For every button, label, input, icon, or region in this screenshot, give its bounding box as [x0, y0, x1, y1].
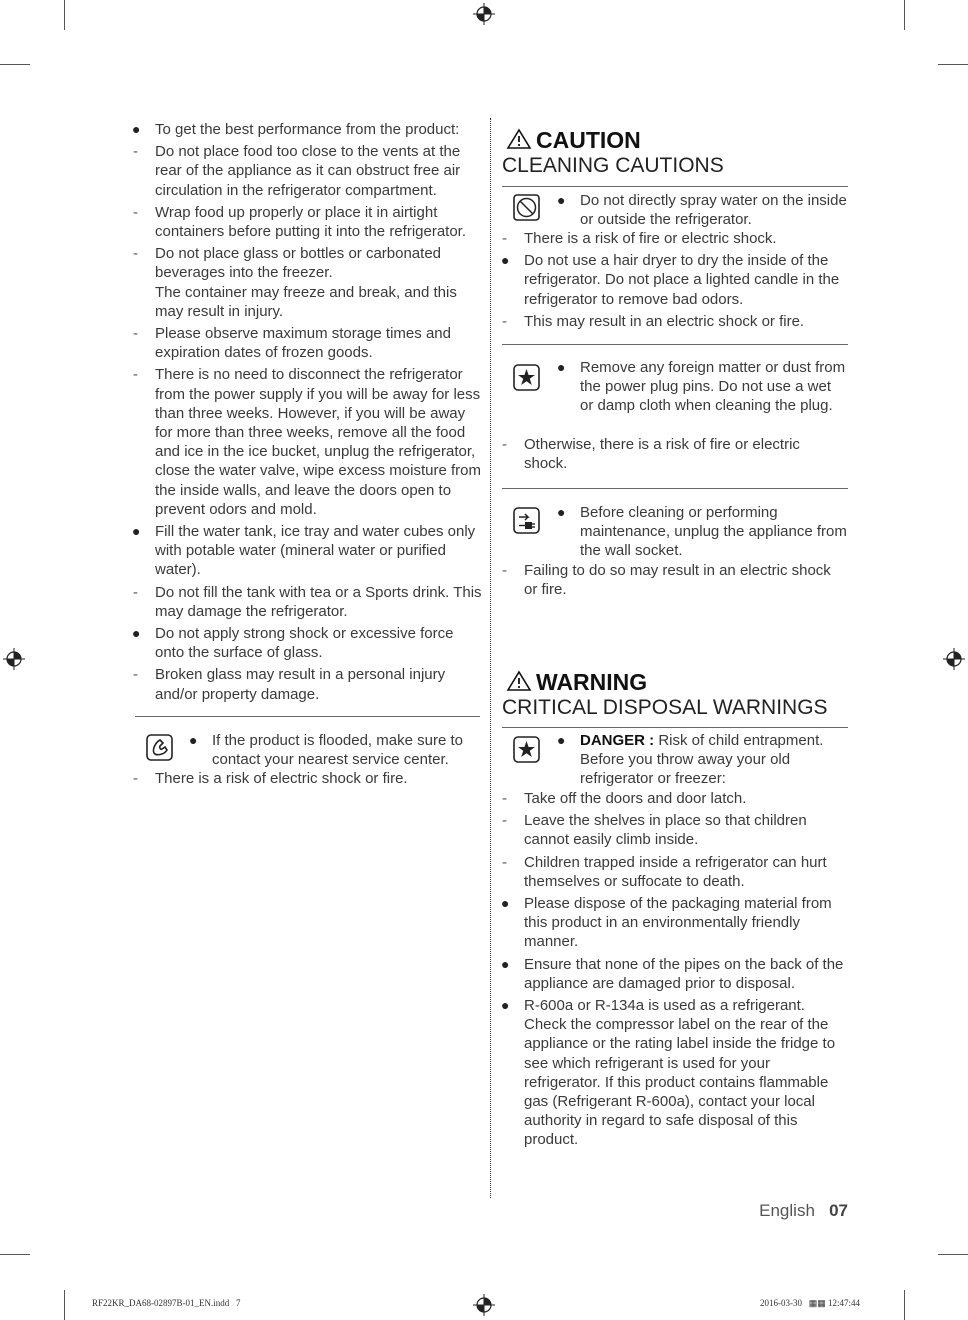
list-item: - Children trapped inside a refrigerator can hurt themselves or suffocate to death. [502, 853, 827, 890]
disposal-list [501, 789, 847, 1150]
spray-note: ● Do not directly spray water on the inside or outside the refrigerator. [557, 192, 847, 229]
left-column [132, 120, 482, 704]
crop-mark [904, 0, 905, 30]
prohibition-icon [513, 194, 540, 221]
critical-disposal-warnings-title: CRITICAL DISPOSAL WARNINGS [502, 696, 828, 719]
crop-mark [0, 64, 30, 65]
spray-details [501, 229, 847, 331]
registration-mark-icon [473, 3, 495, 25]
cleaning-cautions-title: CLEANING CAUTIONS [502, 154, 724, 177]
phone-icon [146, 734, 173, 761]
phone-note: ● If the product is flooded, make sure to contact your nearest service center. [189, 732, 463, 769]
warning-label: WARNING [506, 669, 647, 695]
warning-triangle-icon [506, 670, 532, 692]
list-item: - There is a risk of electric shock or fire. [133, 770, 408, 787]
caution-label: CAUTION [506, 127, 641, 153]
list-item: - Otherwise, there is a risk of fire or electric shock. [502, 436, 800, 473]
list-item: ● Do not apply strong shock or excessive force onto the surface of glass. [132, 625, 454, 662]
unplug-icon [513, 507, 540, 534]
page-number: 07 [829, 1201, 848, 1220]
list-item: - Broken glass may result in a personal injury and/or property damage. [133, 666, 446, 703]
list-item: - Leave the shelves in place so that children cannot easily climb inside. [502, 812, 807, 849]
list-item: ● To get the best performance from the product: [132, 121, 460, 138]
registration-mark-icon [473, 1294, 495, 1316]
danger-label: DANGER : [580, 732, 655, 749]
list-item: - Wrap food up properly or place it in airtight containers before putting it into the refrigerator. [133, 203, 467, 241]
crop-mark [64, 0, 65, 30]
list-item: ● R-600a or R-134a is used as a refrigerant. Check the compressor label on the rear of the appliance or the rating label inside the fridge to see which refrigerant is used for your refrigerator. If this product contains flammable gas (Refrigerant R-600a), contact your local authority in regard to safe disposal of this product. [501, 997, 836, 1149]
list-item: - Please observe maximum storage times and expiration dates of frozen goods. [133, 325, 451, 362]
list-item: - Do not fill the tank with tea or a Sports drink. This may damage the refrigerator. [133, 583, 482, 620]
list-item: - Take off the doors and door latch. [502, 790, 747, 807]
registration-mark-icon [943, 648, 965, 670]
dust-note: ● Remove any foreign matter or dust from the power plug pins. Do not use a wet or damp cloth when cleaning the plug. [557, 359, 846, 415]
list-item: ● Fill the water tank, ice tray and water cubes only with potable water (mineral water or purified water). [132, 523, 476, 579]
column-divider [490, 118, 491, 1198]
phone-note-detail [132, 769, 482, 788]
list-item: ● Do not use a hair dryer to dry the inside of the refrigerator. Do not place a lighted candle in the refrigerator to remove bad odors. [501, 252, 840, 308]
crop-mark [938, 1254, 968, 1255]
list-item: - There is a risk of fire or electric shock. [502, 230, 777, 247]
crop-mark [938, 64, 968, 65]
list-item: - Failing to do so may result in an electric shock or fire. [502, 562, 831, 599]
crop-mark [904, 1290, 905, 1320]
list-item: - Do not place glass or bottles or carbonated beverages into the freezer. The container may freeze and break, and this may result in injury. [133, 245, 457, 320]
dust-detail [501, 435, 847, 473]
unplug-detail [501, 561, 847, 599]
list-item: - Do not place food too close to the vents at the rear of the appliance as it can obstruct free air circulation in the refrigerator compartment. [133, 143, 461, 199]
section-rule [135, 716, 480, 717]
crop-mark [64, 1290, 65, 1320]
list-item: - There is no need to disconnect the refrigerator from the power supply if you will be away for less than three weeks. However, if you will be away for more than three weeks, remove all the food and ice in the ice bucket, unplug the refrigerator, close the water valve, wipe excess moisture from the inside walls, and leave the doors open to prevent odors and mold. [133, 366, 481, 518]
list-item: ● Please dispose of the packaging material from this product in an environmentally friendly manner. [501, 895, 832, 951]
section-rule [502, 186, 848, 187]
list-item: - This may result in an electric shock or fire. [502, 312, 805, 330]
page-footer [700, 1201, 848, 1221]
warning-triangle-icon [506, 128, 532, 150]
star-notice-icon [513, 364, 540, 391]
section-rule [502, 344, 848, 345]
language-label: English [759, 1201, 815, 1220]
section-rule [502, 727, 848, 728]
unplug-note: ● Before cleaning or performing maintenance, unplug the appliance from the wall socket. [557, 504, 847, 560]
print-timestamp: 2016-03-30 ▦▦ 12:47:44 [759, 1298, 860, 1308]
registration-mark-icon [3, 648, 25, 670]
danger-note: ● DANGER : Risk of child entrapment. Before you throw away your old refrigerator or freezer: [557, 732, 824, 788]
file-slug: RF22KR_DA68-02897B-01_EN.indd 7 [92, 1298, 241, 1308]
list-item: ● Ensure that none of the pipes on the back of the appliance are damaged prior to disposal. [501, 955, 844, 992]
crop-mark [0, 1254, 30, 1255]
section-rule [502, 488, 848, 489]
star-notice-icon [513, 736, 540, 763]
